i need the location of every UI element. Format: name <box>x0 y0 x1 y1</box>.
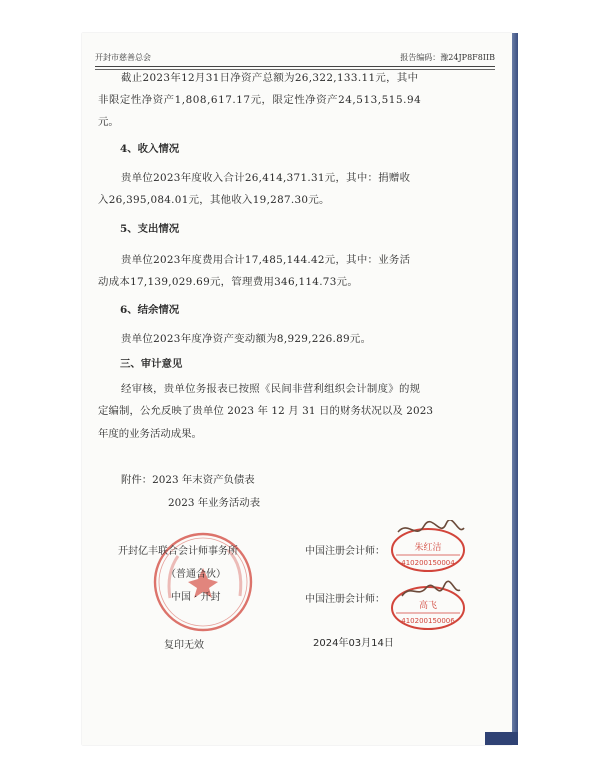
firm-location: 中国 · 开封 <box>171 592 221 603</box>
balance-line-1: 贵单位2023年度净资产变动额为8,929,226.89元。 <box>121 333 372 345</box>
binding-corner <box>485 732 518 745</box>
firm-name: 开封亿丰联合会计师事务所 <box>118 546 238 557</box>
attachment-item-2: 2023 年业务活动表 <box>168 497 261 509</box>
net-assets-line-2: 非限定性净资产1,808,617.17元，限定性净资产24,513,515.94 <box>98 94 422 106</box>
cpa-label-2: 中国注册会计师： <box>305 594 385 605</box>
firm-type: （普通合伙） <box>166 569 226 580</box>
report-date: 2024年03月14日 <box>313 638 394 649</box>
expense-line-2: 动成本17,139,029.69元，管理费用346,114.73元。 <box>98 276 359 288</box>
audit-heading: 三、审计意见 <box>120 358 183 370</box>
income-line-2: 入26,395,084.01元，其他收入19,287.30元。 <box>98 194 330 206</box>
audit-line-2: 定编制，公允反映了贵单位 2023 年 12 月 31 日的财务状况以及 2023 <box>98 405 434 417</box>
net-assets-line-1: 截止2023年12月31日净资产总额为26,322,133.11元，其中 <box>121 72 419 84</box>
page-header <box>95 52 495 66</box>
header-rule-thin <box>95 69 495 70</box>
cpa-label-1: 中国注册会计师： <box>305 546 385 557</box>
audit-line-1: 经审核，贵单位务报表已按照《民间非营利组织会计制度》的规 <box>121 383 421 395</box>
income-line-1: 贵单位2023年度收入合计26,414,371.31元，其中：捐赠收 <box>121 172 411 184</box>
header-org: 开封市慈善总会 <box>95 53 151 62</box>
attachment-label: 附件：2023 年末资产负债表 <box>121 474 255 486</box>
balance-heading: 6、结余情况 <box>120 304 180 316</box>
audit-line-3: 年度的业务活动成果。 <box>98 428 202 440</box>
signature-scribble-1 <box>398 520 464 532</box>
expense-heading: 5、支出情况 <box>120 223 180 235</box>
binding-edge <box>512 33 518 745</box>
cpa-stamp-2-number: 410200150006 <box>401 617 455 625</box>
copy-invalid-note: 复印无效 <box>164 640 204 651</box>
cpa-stamp-1-name: 朱红洁 <box>414 543 442 553</box>
header-rule <box>95 66 495 67</box>
income-heading: 4、收入情况 <box>120 143 180 155</box>
cpa-stamp-1 <box>388 520 468 574</box>
expense-line-1: 贵单位2023年度费用合计17,485,144.42元，其中：业务活 <box>121 254 411 266</box>
cpa-stamp-1-number: 410200150004 <box>401 559 455 567</box>
cpa-stamp-2-name: 高飞 <box>418 601 438 611</box>
net-assets-line-3: 元。 <box>98 116 119 128</box>
header-report-no: 报告编码：豫24JP8F8IIB <box>400 53 495 62</box>
cpa-stamp-2 <box>388 580 468 634</box>
